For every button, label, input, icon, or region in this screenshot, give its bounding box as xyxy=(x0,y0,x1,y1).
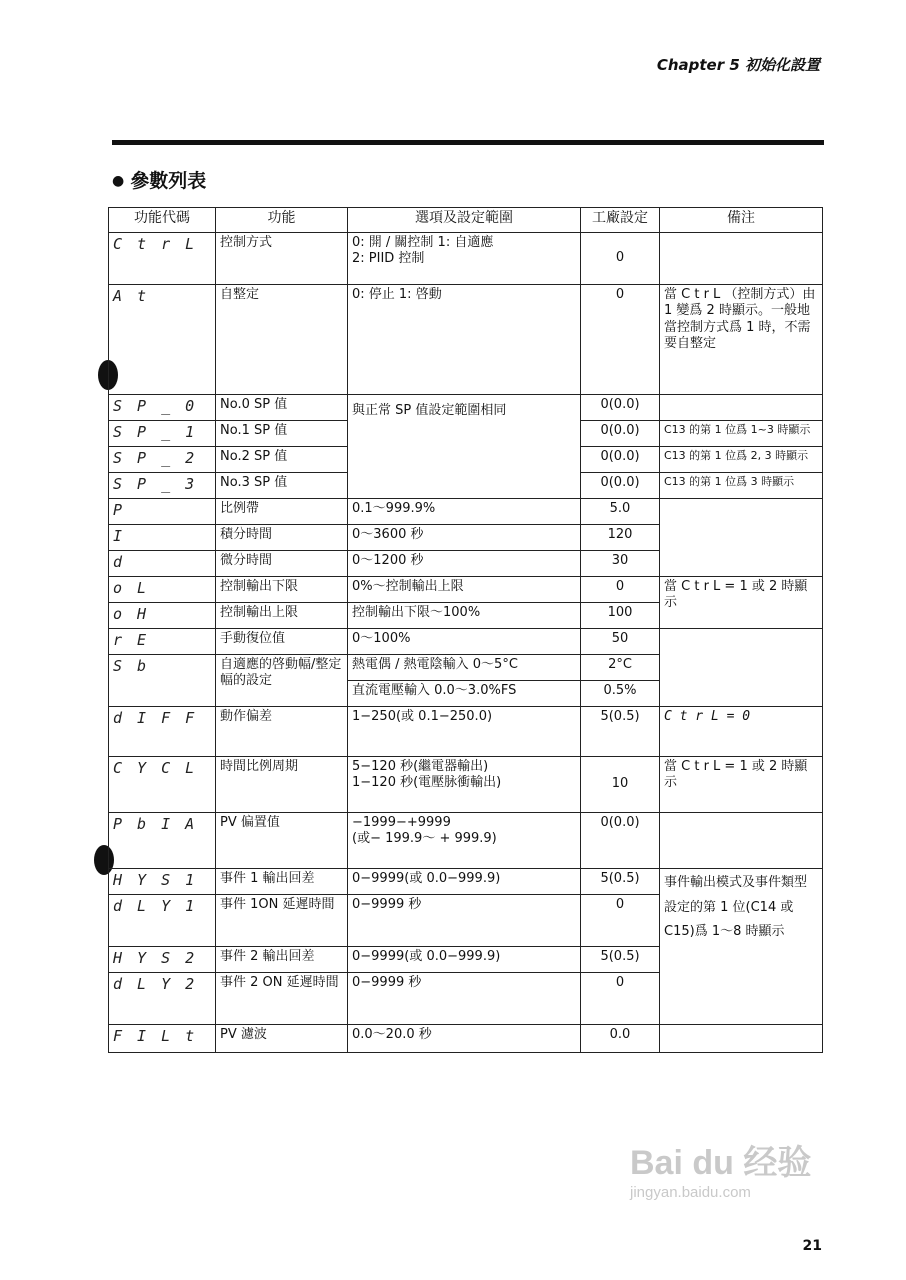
default-cell: 5.0 xyxy=(581,499,660,525)
function-code: S P _ 2 xyxy=(109,447,216,473)
table-row xyxy=(109,869,823,895)
function-code: d I F F xyxy=(109,707,216,757)
range-cell: 0: 停止 1: 啓動 xyxy=(348,285,581,395)
function-code: H Y S 1 xyxy=(109,869,216,895)
function-name: No.2 SP 值 xyxy=(216,447,348,473)
table-row xyxy=(109,707,823,757)
function-name: 控制方式 xyxy=(216,233,348,285)
note-cell: 當 C t r L = 1 或 2 時顯示 xyxy=(660,577,823,629)
section-title xyxy=(112,166,206,193)
function-code: S P _ 3 xyxy=(109,473,216,499)
column-header: 備注 xyxy=(660,208,823,233)
bullet-icon: ● xyxy=(112,173,125,189)
range-cell: 0−9999(或 0.0−999.9) xyxy=(348,869,581,895)
table-row xyxy=(109,757,823,813)
function-name: 控制輸出上限 xyxy=(216,603,348,629)
column-header: 功能代碼 xyxy=(109,208,216,233)
range-cell: 0.0～20.0 秒 xyxy=(348,1025,581,1053)
function-name: 動作偏差 xyxy=(216,707,348,757)
function-code: S P _ 0 xyxy=(109,395,216,421)
default-cell: 2°C xyxy=(581,655,660,681)
default-cell: 100 xyxy=(581,603,660,629)
note-cell xyxy=(660,499,823,577)
function-name: No.0 SP 值 xyxy=(216,395,348,421)
default-cell: 0.5% xyxy=(581,681,660,707)
default-cell: 0 xyxy=(581,285,660,395)
table-row xyxy=(109,499,823,525)
function-code: o L xyxy=(109,577,216,603)
function-name: No.3 SP 值 xyxy=(216,473,348,499)
default-cell: 10 xyxy=(581,757,660,813)
page-number: 21 xyxy=(802,1238,822,1254)
function-code: o H xyxy=(109,603,216,629)
function-name: 時間比例周期 xyxy=(216,757,348,813)
function-name: 比例帶 xyxy=(216,499,348,525)
default-cell: 0(0.0) xyxy=(581,421,660,447)
note-cell xyxy=(660,629,823,707)
function-code: C Y C L xyxy=(109,757,216,813)
note-cell: C13 的第 1 位爲 3 時顯示 xyxy=(660,473,823,499)
function-code: d L Y 2 xyxy=(109,973,216,1025)
table-row xyxy=(109,577,823,603)
column-header: 選項及設定範圍 xyxy=(348,208,581,233)
range-cell: 0: 開 / 關控制 1: 自適應 2: PIID 控制 xyxy=(348,233,581,285)
note-cell: C13 的第 1 位爲 2, 3 時顯示 xyxy=(660,447,823,473)
function-name: 事件 1ON 延遲時間 xyxy=(216,895,348,947)
default-cell: 50 xyxy=(581,629,660,655)
function-code: S b xyxy=(109,655,216,707)
note-cell xyxy=(660,813,823,869)
range-cell: 直流電壓輸入 0.0～3.0%FS xyxy=(348,681,581,707)
table-row xyxy=(109,233,823,285)
default-cell: 0 xyxy=(581,973,660,1025)
range-cell: 5−120 秒(繼電器輸出) 1−120 秒(電壓脉衝輸出) xyxy=(348,757,581,813)
column-header: 工廠設定 xyxy=(581,208,660,233)
function-name: 控制輸出下限 xyxy=(216,577,348,603)
range-cell: −1999−+9999 (或− 199.9～ + 999.9) xyxy=(348,813,581,869)
range-cell: 與正常 SP 值設定範圍相同 xyxy=(348,395,581,499)
range-cell: 0.1～999.9% xyxy=(348,499,581,525)
function-name: PV 偏置值 xyxy=(216,813,348,869)
column-header: 功能 xyxy=(216,208,348,233)
table-row xyxy=(109,629,823,655)
range-cell: 0%～控制輸出上限 xyxy=(348,577,581,603)
function-code: d xyxy=(109,551,216,577)
note-cell: 事件輸出模式及事件類型設定的第 1 位(C14 或 C15)爲 1～8 時顯示 xyxy=(660,869,823,1025)
function-name: 事件 1 輸出回差 xyxy=(216,869,348,895)
default-cell: 0(0.0) xyxy=(581,447,660,473)
note-cell: 當 C t r L （控制方式）由 1 變爲 2 時顯示。一般地當控制方式爲 1 時，不需要自整定 xyxy=(660,285,823,395)
note-cell xyxy=(660,233,823,285)
note-cell: C t r L = 0 xyxy=(660,707,823,757)
function-code: H Y S 2 xyxy=(109,947,216,973)
function-name: No.1 SP 值 xyxy=(216,421,348,447)
function-name: 自適應的啓動幅/整定幅的設定 xyxy=(216,655,348,707)
section-title-text: 參數列表 xyxy=(130,170,207,192)
table-row xyxy=(109,1025,823,1053)
watermark-brand: Bai du 经验 xyxy=(630,1144,812,1182)
parameter-table xyxy=(108,207,823,1053)
default-cell: 0.0 xyxy=(581,1025,660,1053)
function-name: PV 濾波 xyxy=(216,1025,348,1053)
header-rule xyxy=(112,140,824,145)
chapter-header: Chapter 5 初始化設置 xyxy=(656,56,820,74)
function-code: P xyxy=(109,499,216,525)
range-cell: 0～1200 秒 xyxy=(348,551,581,577)
function-code: S P _ 1 xyxy=(109,421,216,447)
default-cell: 0(0.0) xyxy=(581,473,660,499)
default-cell: 30 xyxy=(581,551,660,577)
function-code: I xyxy=(109,525,216,551)
default-cell: 0(0.0) xyxy=(581,395,660,421)
function-code: A t xyxy=(109,285,216,395)
range-cell: 0～100% xyxy=(348,629,581,655)
function-name: 事件 2 輸出回差 xyxy=(216,947,348,973)
function-name: 微分時間 xyxy=(216,551,348,577)
note-cell xyxy=(660,1025,823,1053)
note-cell: 當 C t r L = 1 或 2 時顯示 xyxy=(660,757,823,813)
default-cell: 120 xyxy=(581,525,660,551)
range-cell: 0−9999(或 0.0−999.9) xyxy=(348,947,581,973)
function-name: 手動復位值 xyxy=(216,629,348,655)
range-cell: 0−9999 秒 xyxy=(348,973,581,1025)
range-cell: 1−250(或 0.1−250.0) xyxy=(348,707,581,757)
baidu-watermark xyxy=(630,1135,850,1201)
default-cell: 0(0.0) xyxy=(581,813,660,869)
table-row xyxy=(109,395,823,421)
range-cell: 熱電偶 / 熱電陰輸入 0～5°C xyxy=(348,655,581,681)
table-row xyxy=(109,813,823,869)
default-cell: 0 xyxy=(581,895,660,947)
function-code: r E xyxy=(109,629,216,655)
default-cell: 5(0.5) xyxy=(581,947,660,973)
note-cell xyxy=(660,395,823,421)
function-code: d L Y 1 xyxy=(109,895,216,947)
default-cell: 5(0.5) xyxy=(581,707,660,757)
range-cell: 0−9999 秒 xyxy=(348,895,581,947)
table-header-row xyxy=(109,208,823,233)
range-cell: 0～3600 秒 xyxy=(348,525,581,551)
default-cell: 0 xyxy=(581,577,660,603)
function-code: C t r L xyxy=(109,233,216,285)
default-cell: 5(0.5) xyxy=(581,869,660,895)
range-cell: 控制輸出下限～100% xyxy=(348,603,581,629)
note-cell: C13 的第 1 位爲 1~3 時顯示 xyxy=(660,421,823,447)
function-code: F I L t xyxy=(109,1025,216,1053)
function-name: 自整定 xyxy=(216,285,348,395)
table-row xyxy=(109,285,823,395)
function-code: P b I A xyxy=(109,813,216,869)
default-cell: 0 xyxy=(581,233,660,285)
function-name: 積分時間 xyxy=(216,525,348,551)
watermark-url: jingyan.baidu.com xyxy=(630,1184,751,1201)
function-name: 事件 2 ON 延遲時間 xyxy=(216,973,348,1025)
